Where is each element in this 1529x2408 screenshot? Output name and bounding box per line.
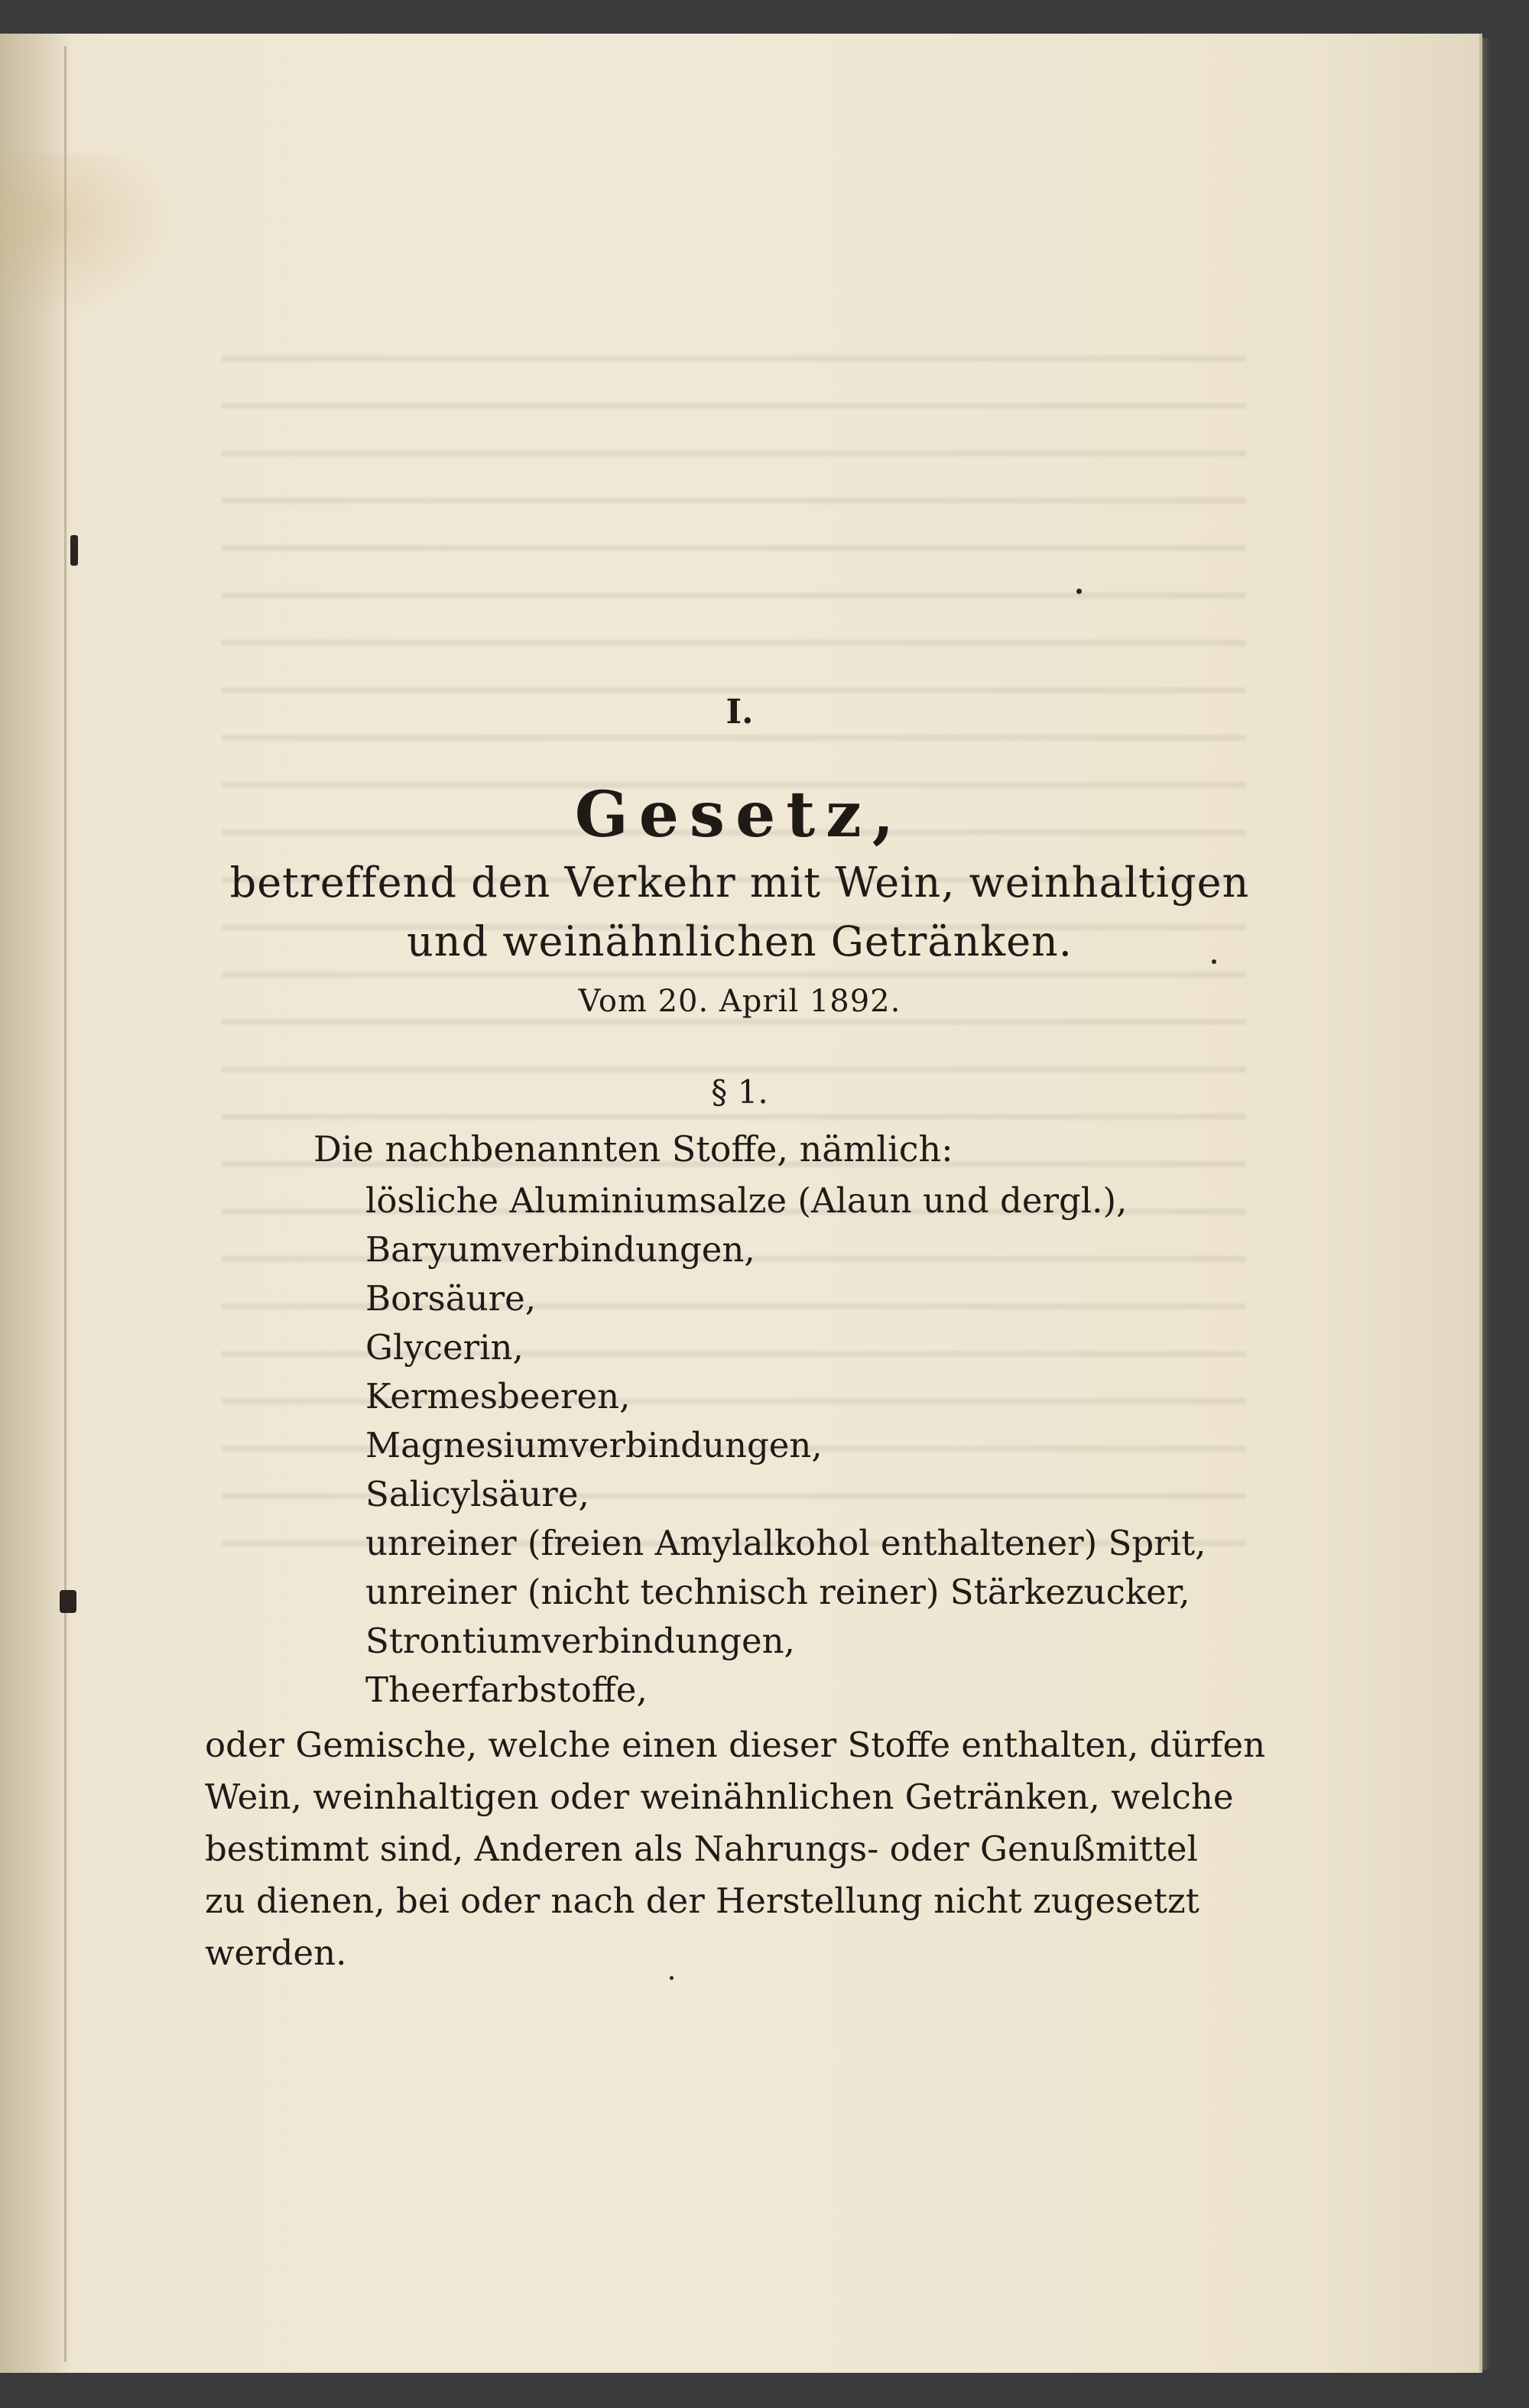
substance-list-item: Salicylsäure, — [365, 1474, 589, 1514]
law-date: Vom 20. April 1892. — [578, 984, 901, 1019]
substance-list-item: unreiner (freien Amylalkohol enthaltener) Sprit, — [365, 1523, 1206, 1563]
paper-stain — [0, 153, 183, 321]
ink-speck — [1076, 589, 1082, 594]
ink-speck — [60, 1590, 76, 1613]
paragraph-number: § 1. — [711, 1073, 768, 1111]
conclusion-line: zu dienen, bei oder nach der Herstellung nicht zugesetzt — [205, 1881, 1200, 1921]
conclusion-line: oder Gemische, welche einen dieser Stoffe enthalten, dürfen — [205, 1725, 1266, 1765]
page-gutter — [0, 34, 70, 2373]
law-subtitle-line-2: und weinähnlichen Getränken. — [407, 917, 1073, 965]
substance-list-item: Strontiumverbindungen, — [365, 1621, 795, 1661]
law-title: Gesetz, — [574, 778, 905, 852]
paragraph-intro: Die nachbenannten Stoffe, nämlich: — [313, 1128, 953, 1170]
law-subtitle-line-1: betreffend den Verkehr mit Wein, weinhaltigen — [229, 858, 1250, 907]
substance-list-item: Magnesiumverbindungen, — [365, 1425, 823, 1465]
gutter-fold-line — [64, 46, 67, 2362]
substance-list-item: Theerfarbstoffe, — [365, 1670, 648, 1710]
chapter-numeral: I. — [726, 693, 754, 732]
conclusion-line: bestimmt sind, Anderen als Nahrungs- oder Genußmittel — [205, 1829, 1198, 1869]
ink-speck — [70, 535, 78, 566]
conclusion-line: werden. — [205, 1933, 347, 1973]
substance-list-item: Borsäure, — [365, 1278, 537, 1319]
ink-speck — [670, 1976, 674, 1980]
substance-list-item: lösliche Aluminiumsalze (Alaun und dergl.), — [365, 1180, 1128, 1221]
substance-list-item: unreiner (nicht technisch reiner) Stärkezucker, — [365, 1572, 1190, 1612]
substance-list-item: Baryumverbindungen, — [365, 1229, 755, 1270]
substance-list-item: Kermesbeeren, — [365, 1376, 631, 1417]
conclusion-line: Wein, weinhaltigen oder weinähnlichen Getränken, welche — [205, 1777, 1234, 1817]
substance-list-item: Glycerin, — [365, 1327, 524, 1368]
